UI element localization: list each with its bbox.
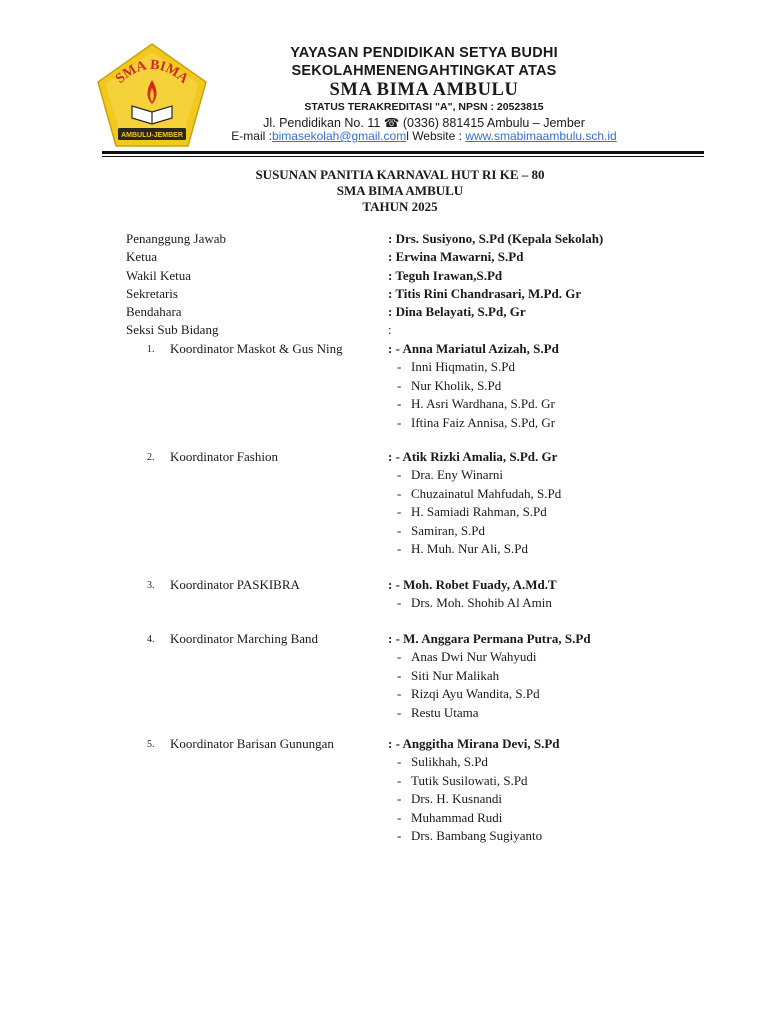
section-number: 3.: [147, 580, 155, 591]
role-label: Ketua: [126, 249, 158, 264]
accreditation-status: STATUS TERAKREDITASI "A", NPSN : 20523815: [304, 101, 544, 113]
member-name: Chuzainatul Mahfudah, S.Pd: [411, 485, 562, 501]
section-lead: : - M. Anggara Permana Putra, S.Pd: [388, 631, 591, 646]
section-member: [397, 396, 555, 412]
role-value: : Erwina Mawarni, S.Pd: [388, 249, 524, 264]
section-member: [397, 668, 499, 684]
member-name: Restu Utama: [411, 704, 479, 720]
section-member: [397, 791, 502, 807]
role-value: : Dina Belayati, S.Pd, Gr: [388, 304, 526, 319]
role-value: : Teguh Irawan,S.Pd: [388, 268, 503, 283]
section-member: [397, 415, 555, 431]
member-dash: -: [397, 504, 402, 520]
section-coordinator-label: Koordinator Barisan Gunungan: [170, 736, 334, 751]
section-member: [397, 754, 488, 770]
member-name: H. Samiadi Rahman, S.Pd: [411, 504, 547, 520]
member-dash: -: [397, 359, 402, 375]
role-label: Bendahara: [126, 304, 182, 319]
section-member: [397, 595, 552, 611]
section-coordinator-label: Koordinator Fashion: [170, 449, 278, 464]
section-member: [397, 486, 561, 502]
header-rule-thin: [102, 156, 704, 157]
section-lead: : - Anggitha Mirana Devi, S.Pd: [388, 736, 560, 751]
section-number: 1.: [147, 344, 155, 355]
section-member: [397, 649, 536, 665]
role-value: : Drs. Susiyono, S.Pd (Kepala Sekolah): [388, 231, 604, 246]
school-address: Jl. Pendidikan No. 11 ☎ (0336) 881415 Ambulu – Jember: [263, 116, 585, 130]
member-dash: -: [397, 414, 402, 430]
member-name: Nur Kholik, S.Pd: [411, 377, 502, 393]
section-member: [397, 378, 501, 394]
member-dash: -: [397, 377, 402, 393]
section-number: 2.: [147, 452, 155, 463]
member-dash: -: [397, 467, 402, 483]
section-lead: : - Atik Rizki Amalia, S.Pd. Gr: [388, 449, 558, 464]
section-member: [397, 467, 503, 483]
section-coordinator-label: Koordinator Maskot & Gus Ning: [170, 341, 343, 356]
member-dash: -: [397, 686, 402, 702]
email-label: E-mail :: [231, 129, 272, 143]
member-name: Siti Nur Malikah: [411, 667, 500, 683]
svg-text:AMBULU-JEMBER: AMBULU-JEMBER: [121, 132, 183, 139]
document-year: TAHUN 2025: [362, 199, 438, 214]
member-dash: -: [397, 667, 402, 683]
member-dash: -: [397, 704, 402, 720]
member-name: Anas Dwi Nur Wahyudi: [411, 649, 537, 665]
section-number: 4.: [147, 634, 155, 645]
section-member: [397, 828, 542, 844]
member-dash: -: [397, 772, 402, 788]
role-value: : Titis Rini Chandrasari, M.Pd. Gr: [388, 286, 582, 301]
member-dash: -: [397, 541, 402, 556]
member-dash: -: [397, 485, 402, 501]
school-level: SEKOLAHMENENGAHTINGKAT ATAS: [291, 63, 557, 79]
document-subtitle: SMA BIMA AMBULU: [336, 183, 464, 198]
svg-text:SMA BIMA: SMA BIMA: [113, 57, 191, 87]
member-name: Drs. Moh. Shohib Al Amin: [411, 595, 552, 611]
section-member: [397, 705, 479, 721]
role-value: :: [388, 322, 392, 337]
foundation-name: YAYASAN PENDIDIKAN SETYA BUDHI: [290, 45, 558, 61]
member-dash: -: [397, 791, 402, 807]
school-logo: [96, 42, 208, 148]
member-dash: -: [397, 828, 402, 843]
member-name: Rizqi Ayu Wandita, S.Pd: [411, 686, 540, 702]
member-dash: -: [397, 649, 402, 665]
member-dash: -: [397, 809, 402, 825]
website-link[interactable]: www.smabimaambulu.sch.id: [465, 129, 617, 143]
section-member: [397, 359, 515, 375]
member-name: Samiran, S.Pd: [411, 522, 486, 538]
member-name: Drs. H. Kusnandi: [411, 791, 502, 807]
role-label: Penanggung Jawab: [126, 231, 227, 246]
member-name: Dra. Eny Winarni: [411, 467, 504, 483]
role-label: Sekretaris: [126, 286, 178, 301]
member-name: Inni Hiqmatin, S.Pd: [411, 359, 516, 375]
member-name: H. Muh. Nur Ali, S.Pd: [411, 541, 529, 556]
section-lead: : - Anna Mariatul Azizah, S.Pd: [388, 341, 559, 356]
role-label: Seksi Sub Bidang: [126, 322, 219, 337]
school-name: SMA BIMA AMBULU: [329, 80, 519, 100]
section-member: [397, 773, 528, 789]
member-name: Tutik Susilowati, S.Pd: [411, 772, 528, 788]
document-title: SUSUNAN PANITIA KARNAVAL HUT RI KE – 80: [255, 167, 545, 182]
member-name: Sulikhah, S.Pd: [411, 754, 488, 770]
member-name: Iftina Faiz Annisa, S.Pd, Gr: [411, 414, 556, 430]
section-member: [397, 810, 502, 826]
website-label: l Website :: [406, 129, 466, 143]
email-link[interactable]: bimasekolah@gmail.com: [271, 129, 407, 143]
member-dash: -: [397, 396, 402, 412]
member-name: Drs. Bambang Sugiyanto: [411, 828, 543, 843]
member-dash: -: [397, 522, 402, 538]
contact-line: [214, 129, 634, 143]
header-rule-thick: [102, 151, 704, 154]
section-coordinator-label: Koordinator PASKIBRA: [170, 577, 300, 592]
section-member: [397, 504, 547, 520]
role-label: Wakil Ketua: [126, 268, 192, 283]
section-member: [397, 523, 485, 539]
section-number: 5.: [147, 739, 155, 750]
member-name: H. Asri Wardhana, S.Pd. Gr: [411, 396, 555, 412]
section-lead: : - Moh. Robet Fuady, A.Md.T: [388, 577, 557, 592]
section-coordinator-label: Koordinator Marching Band: [170, 631, 319, 646]
section-member: [397, 686, 540, 702]
section-member: [397, 541, 528, 557]
member-dash: -: [397, 595, 402, 611]
member-dash: -: [397, 754, 402, 770]
member-name: Muhammad Rudi: [411, 809, 503, 825]
